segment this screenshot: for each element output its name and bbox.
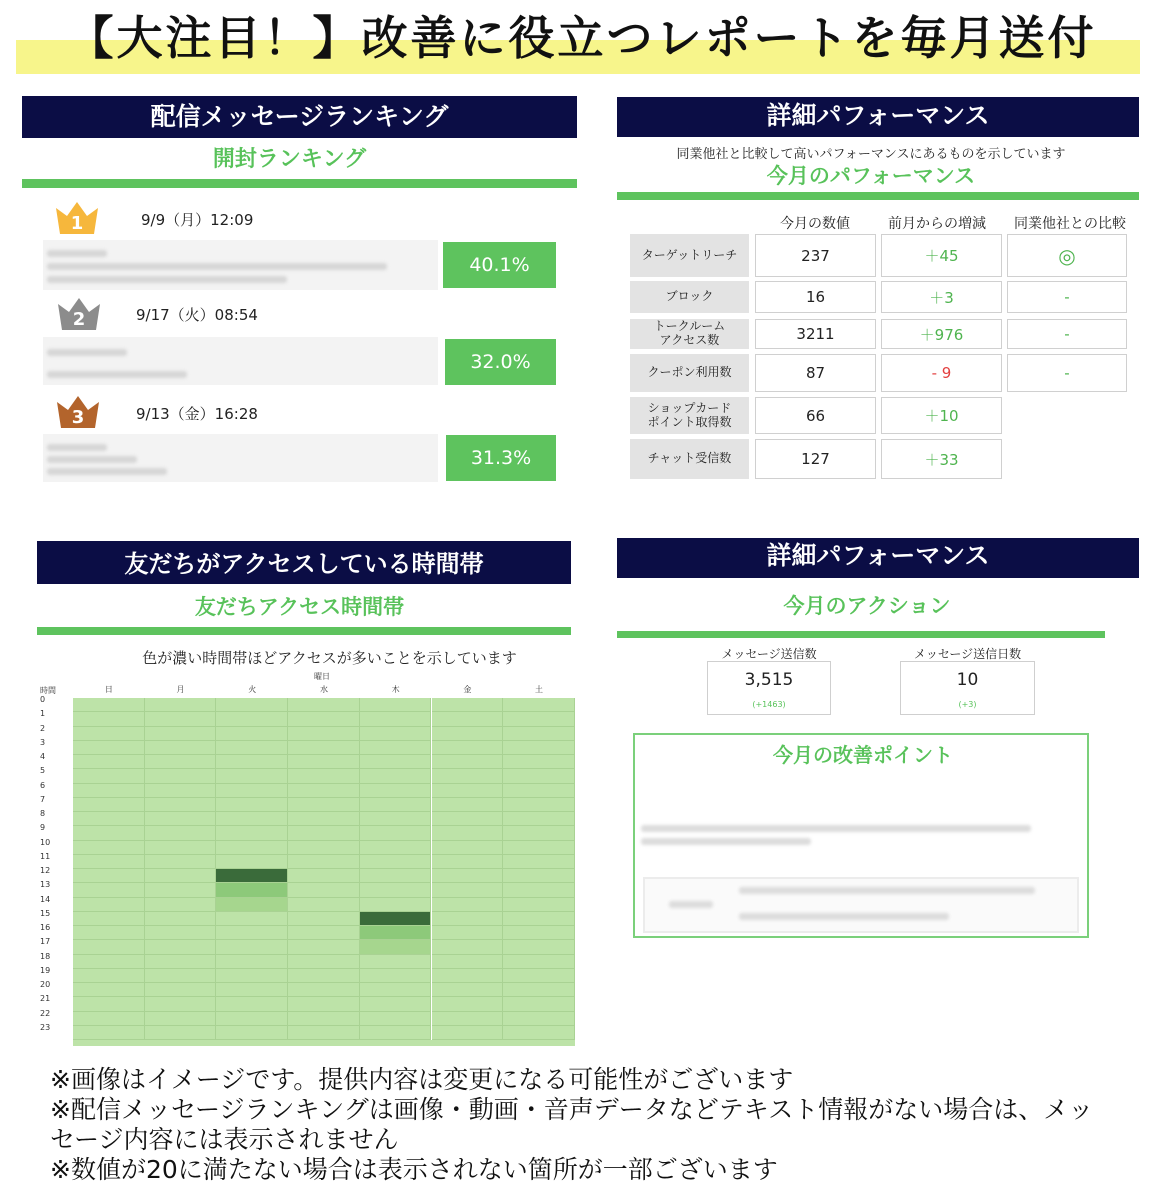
heatmap-cell	[432, 1026, 504, 1040]
heatmap-cell	[216, 955, 288, 969]
heatmap-cell	[360, 940, 432, 954]
heatmap-cell	[288, 755, 360, 769]
heatmap-cell	[360, 826, 432, 840]
performance-change-cell: - 9	[881, 354, 1002, 392]
heatmap-cell	[216, 883, 288, 897]
heatmap-cell	[288, 769, 360, 783]
performance-value-cell: 127	[755, 439, 876, 479]
performance-row-label: クーポン利用数	[630, 354, 749, 392]
open-rate: 31.3%	[446, 435, 556, 481]
heatmap-cell	[432, 997, 504, 1011]
heatmap-hour-label: 0	[40, 695, 46, 704]
heatmap-cell	[145, 883, 217, 897]
heatmap-cell	[145, 769, 217, 783]
heatmap-cell	[503, 955, 575, 969]
heatmap-cell	[432, 698, 504, 712]
actions-subtitle: 今月のアクション	[783, 594, 951, 618]
heatmap-cell	[145, 983, 217, 997]
rank-number: 3	[71, 407, 85, 428]
heatmap-cell	[73, 798, 145, 812]
heatmap-cell	[216, 898, 288, 912]
heatmap-cell	[73, 769, 145, 783]
open-rate: 40.1%	[443, 242, 556, 288]
heatmap-cell	[288, 926, 360, 940]
heatmap-cell	[432, 741, 504, 755]
heatmap-day-label: 土	[535, 685, 544, 694]
heatmap-axis-title: 曜日	[314, 672, 330, 681]
heatmap-cell	[360, 841, 432, 855]
heatmap-cell	[288, 997, 360, 1011]
performance-change-cell: ＋976	[881, 319, 1002, 349]
heatmap-cell	[503, 841, 575, 855]
heatmap-cell	[360, 969, 432, 983]
heatmap-cell	[360, 712, 432, 726]
heatmap-cell	[73, 741, 145, 755]
heatmap-cell	[503, 784, 575, 798]
send-days-value: 10	[956, 670, 979, 690]
send-days-card	[900, 661, 1035, 715]
heatmap-cell	[360, 798, 432, 812]
heatmap-hour-label: 19	[40, 965, 51, 975]
heatmap-cell	[73, 940, 145, 954]
heatmap-cell	[432, 841, 504, 855]
heatmap-cell	[288, 1026, 360, 1040]
message-preview-blurred	[43, 240, 438, 290]
heatmap-cell	[145, 798, 217, 812]
heatmap-cell	[288, 826, 360, 840]
heatmap-cell	[360, 1026, 432, 1040]
heatmap-cell	[432, 983, 504, 997]
send-days-label: メッセージ送信日数	[913, 647, 1022, 661]
improvement-text-blurred	[641, 825, 1031, 832]
heatmap-cell	[73, 755, 145, 769]
heatmap-hour-label: 23	[40, 1022, 51, 1032]
heatmap-cell	[360, 755, 432, 769]
heatmap-cell	[503, 769, 575, 783]
heatmap-hour-label: 13	[40, 880, 51, 890]
performance-value-cell: 16	[755, 281, 876, 313]
message-preview-blurred	[43, 337, 438, 385]
heatmap-cell	[503, 855, 575, 869]
heatmap-hour-label: 5	[40, 766, 46, 776]
ranking-date: 9/13（金）16:28	[136, 405, 258, 423]
heatmap-cell	[73, 926, 145, 940]
heatmap-cell	[360, 912, 432, 926]
heatmap-cell	[216, 869, 288, 883]
improvement-title: 今月の改善ポイント	[773, 743, 953, 767]
crown-gold-icon	[54, 200, 100, 236]
heatmap-hour-label: 21	[40, 994, 51, 1004]
heatmap-cell	[360, 1012, 432, 1026]
heatmap-hour-label: 4	[40, 752, 46, 761]
performance-compare-cell: -	[1007, 281, 1127, 313]
heatmap-cell	[73, 969, 145, 983]
crown-bronze-icon	[55, 394, 101, 430]
heatmap-cell	[503, 997, 575, 1011]
access-divider	[37, 627, 571, 635]
heatmap-cell	[360, 997, 432, 1011]
heatmap-cell	[360, 727, 432, 741]
heatmap-cell	[288, 812, 360, 826]
heatmap-cell	[432, 784, 504, 798]
heatmap-cell	[503, 898, 575, 912]
heatmap-cell	[145, 997, 217, 1011]
heatmap-cell	[432, 1012, 504, 1026]
heatmap-hour-label: 15	[40, 908, 51, 918]
heatmap-cell	[288, 727, 360, 741]
footnote: ※画像はイメージです。提供内容は変更になる可能性がございます	[50, 1065, 794, 1094]
heatmap-cell	[216, 826, 288, 840]
heatmap-cell	[288, 741, 360, 755]
performance-column-header: 前月からの増減	[888, 216, 986, 232]
heatmap-hour-label: 2	[40, 723, 46, 733]
heatmap-day-label: 水	[319, 685, 328, 694]
actions-title: 詳細パフォーマンス	[617, 538, 1139, 578]
heatmap-cell	[360, 926, 432, 940]
heatmap-cell	[288, 912, 360, 926]
rank-number: 1	[70, 213, 84, 234]
heatmap-cell	[145, 841, 217, 855]
heatmap-hour-label: 18	[40, 951, 51, 961]
heatmap-cell	[432, 769, 504, 783]
performance-subtitle: 今月のパフォーマンス	[766, 164, 976, 188]
performance-compare-cell: ◎	[1007, 234, 1127, 277]
heatmap-cell	[360, 698, 432, 712]
heatmap-cell	[432, 883, 504, 897]
heatmap-hour-label: 6	[40, 780, 46, 790]
heatmap-cell	[73, 784, 145, 798]
heatmap-cell	[432, 955, 504, 969]
heatmap-cell	[432, 826, 504, 840]
heatmap-hour-label: 8	[40, 809, 46, 818]
heatmap-cell	[145, 741, 217, 755]
heatmap-cell	[432, 969, 504, 983]
heatmap-cell	[145, 826, 217, 840]
heatmap-cell	[73, 912, 145, 926]
heatmap-cell	[288, 712, 360, 726]
heatmap-cell	[432, 926, 504, 940]
footnote: ※数値が20に満たない場合は表示されない箇所が一部ございます	[50, 1155, 778, 1184]
heatmap-cell	[360, 869, 432, 883]
heatmap-hour-label: 16	[40, 923, 51, 932]
performance-change-cell: ＋10	[881, 397, 1002, 434]
heatmap-cell	[432, 855, 504, 869]
heatmap-cell	[503, 883, 575, 897]
performance-value-cell: 66	[755, 397, 876, 434]
performance-change-cell: ＋3	[881, 281, 1002, 313]
heatmap-cell	[503, 912, 575, 926]
heatmap-cell	[288, 883, 360, 897]
heatmap-cell	[216, 1026, 288, 1040]
heatmap-cell	[288, 898, 360, 912]
heatmap-cell	[288, 969, 360, 983]
heatmap-cell	[503, 755, 575, 769]
heatmap-cell	[73, 869, 145, 883]
heatmap-hour-label: 12	[40, 866, 51, 875]
heatmap-cell	[432, 869, 504, 883]
page-title: 【大注目！】改善に役立つレポートを毎月送付	[67, 11, 1097, 65]
heatmap-cell	[503, 940, 575, 954]
heatmap-cell	[73, 855, 145, 869]
heatmap-cell	[288, 698, 360, 712]
heatmap-cell	[73, 712, 145, 726]
heatmap-cell	[216, 727, 288, 741]
heatmap-cell	[145, 727, 217, 741]
heatmap-cell	[288, 798, 360, 812]
heatmap-cell	[145, 912, 217, 926]
heatmap-cell	[145, 940, 217, 954]
performance-change-cell: ＋33	[881, 439, 1002, 479]
heatmap-cell	[145, 969, 217, 983]
performance-row-label: トークルーム アクセス数	[630, 319, 749, 349]
performance-compare-cell: -	[1007, 354, 1127, 392]
send-days-delta: (+3)	[958, 700, 977, 709]
heatmap-cell	[360, 855, 432, 869]
heatmap-cell	[216, 969, 288, 983]
improvement-box	[633, 733, 1089, 938]
heatmap-cell	[73, 1026, 145, 1040]
heatmap-cell	[288, 869, 360, 883]
improvement-text-blurred	[641, 838, 811, 845]
heatmap-cell	[73, 883, 145, 897]
access-title: 友だちがアクセスしている時間帯	[37, 541, 571, 584]
heatmap-cell	[216, 841, 288, 855]
heatmap-cell	[503, 826, 575, 840]
heatmap-cell	[360, 784, 432, 798]
heatmap-cell	[216, 769, 288, 783]
heatmap-cell	[288, 784, 360, 798]
open-rate: 32.0%	[445, 339, 556, 385]
heatmap-cell	[216, 712, 288, 726]
heatmap-cell	[503, 926, 575, 940]
heatmap-cell	[432, 798, 504, 812]
heatmap-hour-title: 時間	[40, 686, 56, 695]
heatmap-cell	[216, 855, 288, 869]
heatmap-cell	[216, 912, 288, 926]
heatmap-cell	[216, 784, 288, 798]
heatmap-cell	[288, 855, 360, 869]
footnote: ※配信メッセージランキングは画像・動画・音声データなどテキスト情報がない場合は、メッ	[50, 1095, 1094, 1124]
heatmap-day-label: 日	[104, 685, 113, 694]
heatmap-cell	[288, 1012, 360, 1026]
heatmap-hour-label: 11	[40, 851, 51, 861]
heatmap-hour-label: 3	[40, 737, 46, 747]
heatmap-hour-label: 1	[40, 709, 46, 719]
performance-value-cell: 87	[755, 354, 876, 392]
heatmap-cell	[216, 755, 288, 769]
heatmap-cell	[360, 883, 432, 897]
heatmap-cell	[503, 969, 575, 983]
performance-row-label: チャット受信数	[630, 439, 749, 479]
heatmap-cell	[73, 983, 145, 997]
heatmap-cell	[503, 869, 575, 883]
heatmap-cell	[73, 812, 145, 826]
ranking-divider	[22, 179, 577, 188]
rank-number: 2	[72, 309, 86, 330]
messages-sent-value: 3,515	[744, 670, 794, 690]
performance-value-cell: 3211	[755, 319, 876, 349]
heatmap-cell	[503, 727, 575, 741]
heatmap-cell	[73, 997, 145, 1011]
heatmap-cell	[145, 698, 217, 712]
heatmap-cell	[503, 798, 575, 812]
heatmap-cell	[432, 912, 504, 926]
heatmap-cell	[432, 812, 504, 826]
heatmap-cell	[503, 1026, 575, 1040]
heatmap-cell	[216, 798, 288, 812]
heatmap-cell	[145, 898, 217, 912]
heatmap-cell	[216, 812, 288, 826]
heatmap-hour-label: 20	[40, 980, 51, 989]
heatmap-cell	[360, 769, 432, 783]
heatmap-hour-label: 10	[40, 837, 51, 847]
heatmap-cell	[73, 727, 145, 741]
heatmap-cell	[288, 983, 360, 997]
heatmap-hour-label: 14	[40, 894, 51, 904]
heatmap-cell	[432, 727, 504, 741]
heatmap-cell	[73, 698, 145, 712]
actions-divider	[617, 631, 1105, 638]
heatmap-cell	[360, 983, 432, 997]
heatmap-cell	[503, 1012, 575, 1026]
heatmap-cell	[145, 926, 217, 940]
heatmap-cell	[216, 698, 288, 712]
heatmap-cell	[503, 698, 575, 712]
ranking-date: 9/9（月）12:09	[141, 211, 254, 229]
messages-sent-label: メッセージ送信数	[721, 647, 817, 661]
heatmap-cell	[145, 1012, 217, 1026]
heatmap-cell	[216, 997, 288, 1011]
heatmap-cell	[145, 712, 217, 726]
heatmap-cell	[73, 1012, 145, 1026]
heatmap-cell	[145, 1026, 217, 1040]
crown-silver-icon	[56, 296, 102, 332]
heatmap-cell	[432, 940, 504, 954]
heatmap-cell	[288, 940, 360, 954]
heatmap-cell	[73, 826, 145, 840]
heatmap-cell	[216, 983, 288, 997]
heatmap-cell	[145, 955, 217, 969]
access-note: 色が濃い時間帯ほどアクセスが多いことを示しています	[142, 649, 517, 667]
heatmap-cell	[360, 812, 432, 826]
performance-row-label: ターゲットリーチ	[630, 234, 749, 277]
improvement-detail-blurred	[643, 877, 1079, 933]
heatmap-cell	[216, 1012, 288, 1026]
heatmap-cell	[145, 812, 217, 826]
performance-compare-cell: -	[1007, 319, 1127, 349]
heatmap-cell	[73, 955, 145, 969]
heatmap-cell	[216, 741, 288, 755]
ranking-subtitle: 開封ランキング	[212, 147, 367, 172]
heatmap-hour-label: 22	[40, 1008, 51, 1018]
performance-column-header: 同業他社との比較	[1014, 216, 1126, 232]
heatmap-cell	[432, 898, 504, 912]
heatmap-hour-label: 7	[40, 794, 46, 804]
performance-divider	[617, 192, 1139, 200]
heatmap-cell	[503, 983, 575, 997]
performance-row-label: ブロック	[630, 281, 749, 313]
heatmap-cell	[145, 869, 217, 883]
messages-sent-delta: (+1463)	[752, 700, 786, 709]
heatmap-cell	[503, 712, 575, 726]
performance-change-cell: ＋45	[881, 234, 1002, 277]
heatmap-cell	[288, 955, 360, 969]
footnote: セージ内容には表示されません	[50, 1125, 399, 1154]
heatmap-day-label: 木	[391, 685, 400, 694]
performance-row-label: ショップカード ポイント取得数	[630, 397, 749, 434]
messages-sent-card	[707, 661, 831, 715]
heatmap-hour-label: 17	[40, 937, 51, 947]
heatmap-day-label: 月	[176, 685, 185, 694]
heatmap-day-label: 金	[463, 685, 472, 694]
heatmap-cell	[145, 784, 217, 798]
heatmap-cell	[503, 812, 575, 826]
heatmap-hour-label: 9	[40, 823, 46, 833]
heatmap-cell	[503, 741, 575, 755]
heatmap-cell	[360, 955, 432, 969]
heatmap-cell	[360, 741, 432, 755]
message-preview-blurred	[43, 434, 438, 482]
heatmap-cell	[432, 712, 504, 726]
heatmap-cell	[145, 755, 217, 769]
performance-title: 詳細パフォーマンス	[617, 97, 1139, 137]
heatmap-day-label: 火	[248, 685, 257, 694]
performance-value-cell: 237	[755, 234, 876, 277]
heatmap-cell	[360, 898, 432, 912]
heatmap-cell	[216, 940, 288, 954]
heatmap-cell	[145, 855, 217, 869]
heatmap-cell	[288, 841, 360, 855]
heatmap-cell	[216, 926, 288, 940]
heatmap-cell	[432, 755, 504, 769]
performance-note: 同業他社と比較して高いパフォーマンスにあるものを示しています	[676, 147, 1066, 162]
heatmap-cell	[73, 841, 145, 855]
ranking-date: 9/17（火）08:54	[136, 306, 258, 324]
heatmap-bottom-area	[73, 1040, 575, 1046]
ranking-title: 配信メッセージランキング	[22, 96, 577, 138]
performance-column-header: 今月の数値	[780, 216, 850, 232]
heatmap-cell	[73, 898, 145, 912]
access-subtitle: 友だちアクセス時間帯	[194, 595, 405, 619]
